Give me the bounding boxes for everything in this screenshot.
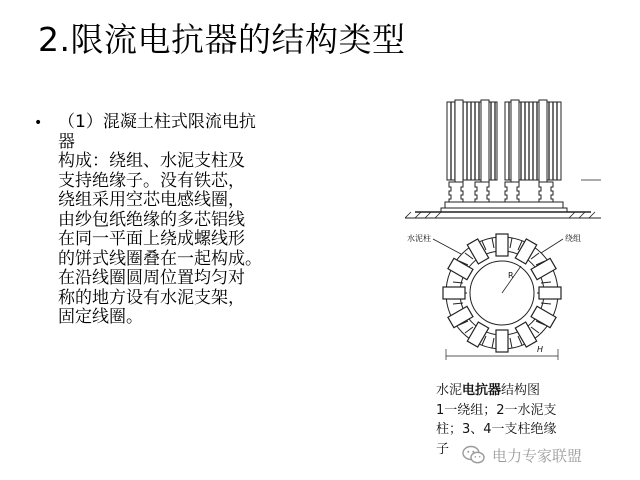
- coil-stack-left: [447, 100, 497, 182]
- reactor-structure-figure: [405, 98, 601, 360]
- caption-line: 子: [436, 441, 450, 457]
- body-line: 构成：绕组、水泥支柱及: [58, 151, 245, 171]
- coil-stack-right: [505, 100, 561, 182]
- body-line: 器: [58, 131, 75, 152]
- bullet-body: [58, 113, 328, 328]
- body-line: 在沿线圈圆周位置均匀对: [58, 268, 245, 288]
- watermark: [462, 444, 630, 466]
- body-line: 称的地方设有水泥支架，: [58, 287, 245, 308]
- body-line: 支持绝缘子。没有铁芯，: [58, 170, 245, 191]
- body-line: 在同一平面上绕成螺线形: [58, 229, 245, 249]
- body-line: 绕组采用空芯电感线圈，: [58, 190, 245, 210]
- caption-suffix: 结构图: [501, 383, 541, 398]
- body-line: 固定线圈。: [58, 307, 143, 327]
- label-h: H: [537, 345, 544, 354]
- page-title: 2.限流电抗器的结构类型: [38, 20, 406, 59]
- caption-line: 柱；3、4一支柱绝缘: [436, 422, 557, 437]
- caption-prefix: 水泥: [436, 383, 463, 398]
- bullet-marker: •: [34, 115, 43, 131]
- support-insulators: [449, 182, 553, 202]
- label-radius: R: [508, 271, 514, 280]
- label-winding: 绕组: [565, 234, 581, 243]
- body-line: （1）混凝土柱式限流电抗: [58, 112, 256, 132]
- reactor-plan-view: [443, 234, 561, 360]
- body-line: 由纱包纸绝缘的多芯铝线: [58, 209, 245, 230]
- watermark-text: 电力专家联盟: [492, 446, 583, 465]
- caption-bold-term: 电抗器: [462, 383, 502, 398]
- reactor-side-view: [405, 100, 601, 218]
- caption-line: 1一绕组；2一水泥支: [436, 402, 557, 418]
- wechat-icon: [462, 445, 486, 465]
- body-line: 的饼式线圈叠在一起构成。: [58, 248, 262, 269]
- label-cement-column: 水泥柱: [407, 234, 431, 243]
